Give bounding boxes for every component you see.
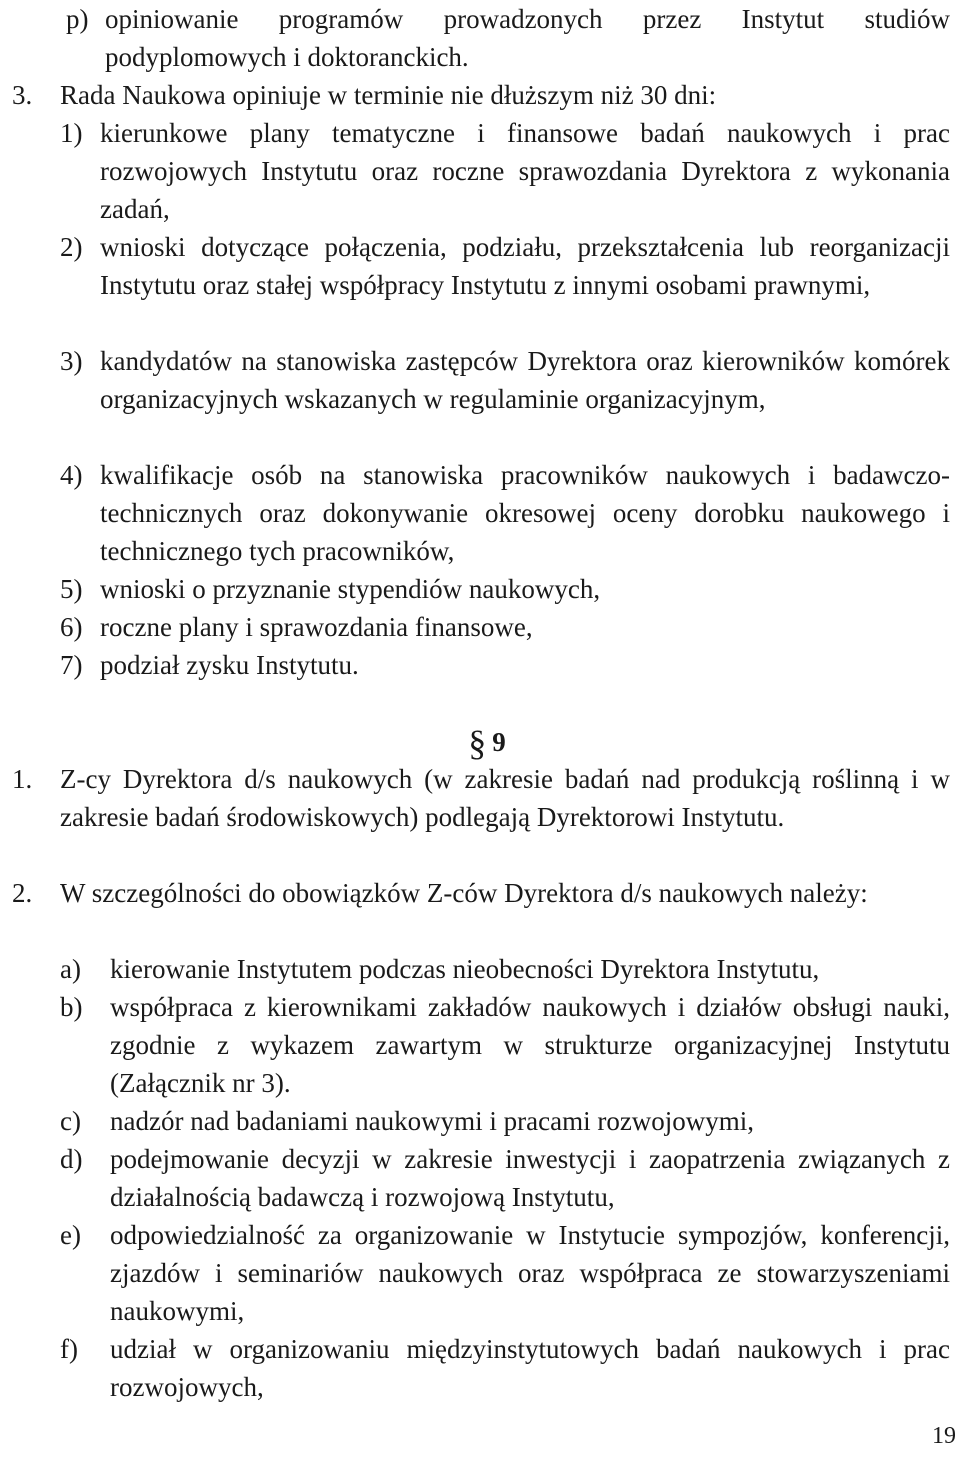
list-marker: 1) (60, 118, 83, 148)
paragraph-marker: 2. (12, 878, 33, 908)
list-item-text: kandydatów na stanowiska zastępców Dyrektora oraz kierowników komórek organizacyjnych wskazanych w regulaminie organizacyjnym, (100, 346, 950, 415)
list-item-f (60, 1330, 950, 1406)
list-item-c (60, 1102, 950, 1140)
page-number: 19 (932, 1423, 956, 1449)
list-item-p (66, 0, 950, 76)
section-number: 9 (492, 727, 506, 757)
list-item-1 (60, 114, 950, 229)
list-item-text: odpowiedzialność za organizowanie w Instytucie sympozjów, konferencji, zjazdów i seminariów naukowych oraz współpraca ze stowarzyszeniami naukowymi, (110, 1220, 950, 1327)
list-item-text: opiniowanie programów prowadzonych przez Instytut studiów podyplomowych i doktoranckich. (105, 4, 950, 73)
list-marker: a) (60, 954, 81, 984)
list-marker: c) (60, 1106, 81, 1136)
list-marker: 7) (60, 650, 83, 680)
list-item-a (60, 950, 950, 988)
list-marker: b) (60, 992, 83, 1022)
section-heading (0, 720, 960, 761)
paragraph-2 (12, 874, 950, 912)
list-item-text: wnioski dotyczące połączenia, podziału, przekształcenia lub reorganizacji Instytutu oraz stałej współpracy Instytutu z innymi osobami prawnymi, (100, 232, 950, 301)
list-item-6 (60, 608, 950, 646)
list-marker: f) (60, 1334, 78, 1364)
list-marker: d) (60, 1144, 83, 1174)
paragraph-3 (12, 76, 950, 114)
list-item-text: kierowanie Instytutem podczas nieobecności Dyrektora Instytutu, (110, 954, 820, 984)
list-item-text: wnioski o przyznanie stypendiów naukowych, (100, 574, 601, 604)
list-item-text: roczne plany i sprawozdania finansowe, (100, 612, 533, 642)
paragraph-marker: 1. (12, 764, 33, 794)
list-marker: 5) (60, 574, 83, 604)
list-item-d (60, 1140, 950, 1216)
paragraph-text: W szczególności do obowiązków Z-ców Dyrektora d/s naukowych należy: (60, 878, 868, 908)
list-item-text: udział w organizowaniu międzyinstytutowych badań naukowych i prac rozwojowych, (110, 1334, 950, 1403)
list-marker: 6) (60, 612, 83, 642)
list-item-7 (60, 646, 950, 684)
section-symbol: § (468, 723, 487, 763)
list-marker: 2) (60, 232, 83, 262)
list-marker: 4) (60, 460, 83, 490)
list-item-5 (60, 570, 950, 608)
paragraph-marker: 3. (12, 80, 33, 110)
list-marker: e) (60, 1220, 81, 1250)
paragraph-text: Rada Naukowa opiniuje w terminie nie dłuższym niż 30 dni: (60, 80, 717, 110)
list-item-text: kierunkowe plany tematyczne i finansowe badań naukowych i prac rozwojowych Instytutu oraz roczne sprawozdania Dyrektora z wykonania zadań, (100, 118, 950, 225)
list-marker: p) (66, 4, 89, 34)
list-item-4 (60, 456, 950, 571)
list-item-text: podejmowanie decyzji w zakresie inwestycji i zaopatrzenia związanych z działalnością badawczą i rozwojową Instytutu, (110, 1144, 950, 1213)
list-item-b (60, 988, 950, 1103)
list-item-text: kwalifikacje osób na stanowiska pracowników naukowych i badawczo-technicznych oraz dokonywanie okresowej oceny dorobku naukowego i technicznego tych pracowników, (100, 460, 950, 567)
list-item-2 (60, 228, 950, 304)
paragraph-text: Z-cy Dyrektora d/s naukowych (w zakresie badań nad produkcją roślinną i w zakresie badań środowiskowych) podlegają Dyrektorowi Instytutu. (60, 764, 950, 833)
paragraph-1 (12, 760, 950, 836)
list-marker: 3) (60, 346, 83, 376)
list-item-text: nadzór nad badaniami naukowymi i pracami rozwojowymi, (110, 1106, 755, 1136)
list-item-3 (60, 342, 950, 418)
list-item-text: podział zysku Instytutu. (100, 650, 359, 680)
list-item-text: współpraca z kierownikami zakładów naukowych i działów obsługi nauki, zgodnie z wykazem zawartym w strukturze organizacyjnej Instytutu (Załącznik nr 3). (110, 992, 950, 1099)
list-item-e (60, 1216, 950, 1331)
